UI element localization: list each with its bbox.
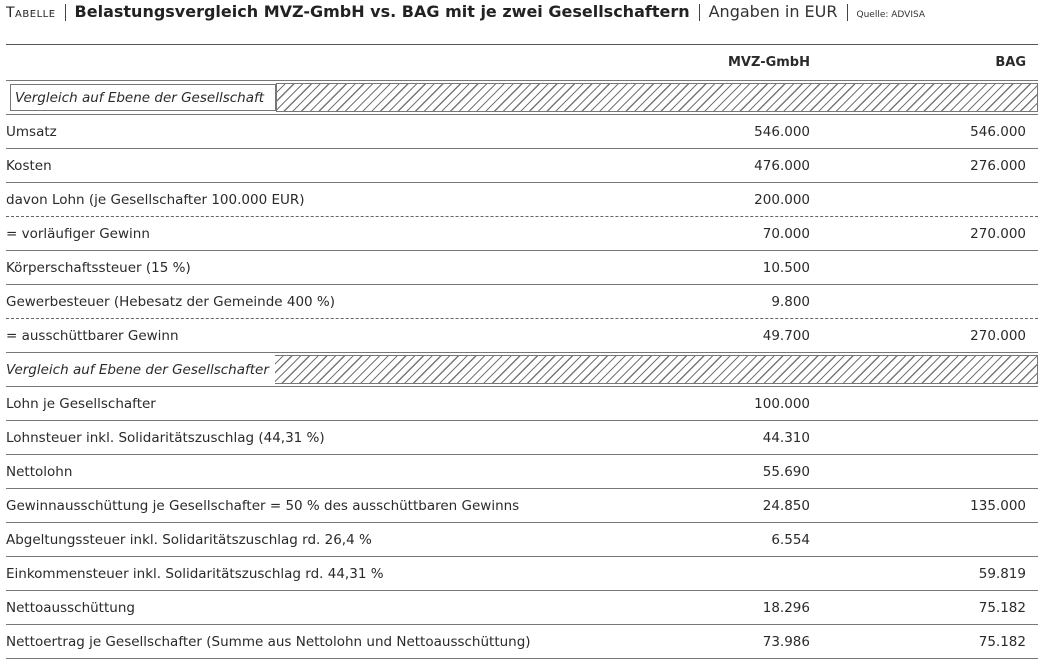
row-label: = vorläufiger Gewinn — [6, 225, 150, 242]
row-label: Körperschaftssteuer (15 %) — [6, 259, 191, 276]
mvz-value: 24.850 — [762, 497, 810, 514]
table-label: Tabelle — [6, 5, 56, 21]
bag-value: 75.182 — [978, 599, 1026, 616]
hatch-pattern — [274, 355, 1038, 384]
row-label: Kosten — [6, 157, 52, 174]
section-header-shareholders — [6, 353, 1038, 387]
row-label: davon Lohn (je Gesellschafter 100.000 EUR) — [6, 191, 305, 208]
table-row — [6, 625, 1038, 659]
row-label: Nettoertrag je Gesellschafter (Summe aus Nettolohn und Nettoausschüttung) — [6, 633, 531, 650]
table-row — [6, 489, 1038, 523]
row-label: Abgeltungssteuer inkl. Solidaritätszuschlag rd. 26,4 % — [6, 531, 372, 548]
mvz-value: 73.986 — [762, 633, 810, 650]
row-label: Nettoausschüttung — [6, 599, 135, 616]
header-divider — [847, 4, 848, 21]
row-label: Lohn je Gesellschafter — [6, 395, 156, 412]
mvz-value: 49.700 — [762, 327, 810, 344]
table-row — [6, 251, 1038, 285]
table-row — [6, 183, 1038, 217]
table-header — [6, 2, 925, 22]
mvz-value: 55.690 — [762, 463, 810, 480]
table-row — [6, 523, 1038, 557]
table-row — [6, 115, 1038, 149]
row-label: Einkommensteuer inkl. Solidaritätszuschlag rd. 44,31 % — [6, 565, 384, 582]
table-row — [6, 421, 1038, 455]
bag-value: 546.000 — [970, 123, 1026, 140]
bag-value: 59.819 — [978, 565, 1026, 582]
section-title: Vergleich auf Ebene der Gesellschafter — [6, 353, 275, 386]
bag-value: 135.000 — [970, 497, 1026, 514]
row-label: Nettolohn — [6, 463, 73, 480]
mvz-value: 200.000 — [754, 191, 810, 208]
mvz-value: 18.296 — [762, 599, 810, 616]
row-label: Umsatz — [6, 123, 57, 140]
mvz-value: 100.000 — [754, 395, 810, 412]
row-label: Gewinnausschüttung je Gesellschafter = 50 % des ausschüttbaren Gewinns — [6, 497, 520, 514]
section-header-company — [6, 81, 1038, 115]
mvz-value: 70.000 — [762, 225, 810, 242]
row-label: Gewerbesteuer (Hebesatz der Gemeinde 400 %) — [6, 293, 336, 310]
section-title: Vergleich auf Ebene der Gesellschaft — [15, 89, 265, 106]
mvz-value: 6.554 — [771, 531, 810, 548]
column-header-bag: BAG — [995, 55, 1026, 70]
table-row — [6, 591, 1038, 625]
table-row — [6, 557, 1038, 591]
bag-value: 270.000 — [970, 225, 1026, 242]
bag-value: 276.000 — [970, 157, 1026, 174]
section-title-box — [10, 84, 276, 111]
mvz-value: 546.000 — [754, 123, 810, 140]
column-header-row — [6, 45, 1038, 81]
table-row — [6, 217, 1038, 251]
header-divider — [699, 4, 700, 21]
unit-note: Angaben in EUR — [708, 2, 838, 21]
table-title: Belastungsvergleich MVZ-GmbH vs. BAG mit je zwei Gesellschaftern — [74, 2, 690, 21]
table-row — [6, 149, 1038, 183]
mvz-value: 9.800 — [771, 293, 810, 310]
source-note: Quelle: ADVISA — [856, 10, 926, 20]
bag-value: 270.000 — [970, 327, 1026, 344]
comparison-table — [6, 44, 1038, 659]
header-divider — [65, 4, 66, 21]
row-label: Lohnsteuer inkl. Solidaritätszuschlag (44,31 %) — [6, 429, 325, 446]
table-row — [6, 455, 1038, 489]
row-label: = ausschüttbarer Gewinn — [6, 327, 179, 344]
mvz-value: 10.500 — [762, 259, 810, 276]
table-row — [6, 319, 1038, 353]
column-header-mvz: MVZ-GmbH — [728, 55, 810, 70]
table-row — [6, 387, 1038, 421]
mvz-value: 476.000 — [754, 157, 810, 174]
hatch-pattern — [276, 83, 1038, 112]
mvz-value: 44.310 — [762, 429, 810, 446]
bag-value: 75.182 — [978, 633, 1026, 650]
table-row — [6, 285, 1038, 319]
